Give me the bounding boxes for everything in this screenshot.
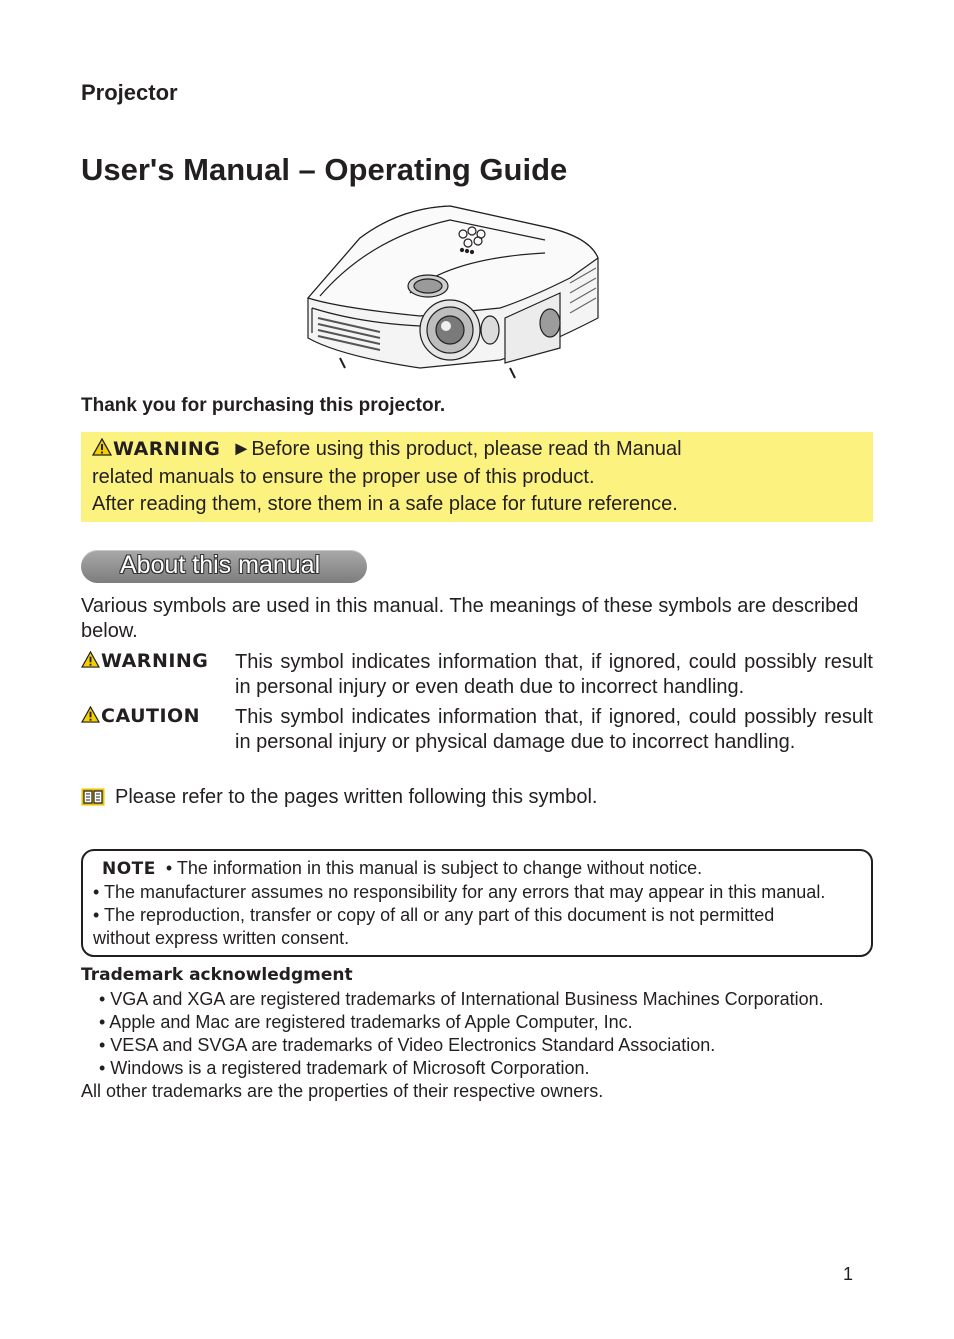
warning-text-1: ►Before using this product, please read th Manual — [231, 438, 682, 460]
projector-illustration — [300, 198, 605, 388]
symbol-desc-caution: This symbol indicates information that, if ignored, could possibly result in personal injury or physical damage due to incorrect handling. — [235, 706, 873, 753]
page-title: User's Manual – Operating Guide — [81, 152, 568, 187]
document-category: Projector — [81, 80, 178, 105]
warning-signal-word: WARNING — [113, 438, 221, 460]
note-line-1 — [102, 858, 702, 879]
warning-box-line-3: After reading them, store them in a safe place for future reference. — [92, 493, 678, 515]
reference-note — [81, 786, 597, 809]
trademark-item: • VGA and XGA are registered trademarks of International Business Machines Corporation. — [99, 989, 824, 1009]
section-intro: Various symbols are used in this manual. The meanings of these symbols are described below. — [81, 595, 859, 642]
symbol-desc-warning: This symbol indicates information that, if ignored, could possibly result in personal injury or even death due to incorrect handling. — [235, 651, 873, 698]
warning-triangle-icon — [92, 438, 112, 456]
warning-box — [81, 432, 873, 522]
note-text-1: • The information in this manual is subject to change without notice. — [165, 858, 703, 878]
section-heading — [81, 550, 367, 583]
page-number: 1 — [843, 1264, 854, 1284]
trademark-item: • Windows is a registered trademark of Microsoft Corporation. — [99, 1058, 590, 1078]
note-label: NOTE — [102, 859, 156, 879]
trademark-heading: Trademark acknowledgment — [81, 965, 353, 985]
reference-note-text: Please refer to the pages written following this symbol. — [115, 786, 598, 808]
thanks-line: Thank you for purchasing this projector. — [81, 395, 446, 416]
trademark-item: • VESA and SVGA are trademarks of Video Electronics Standard Association. — [99, 1035, 716, 1055]
symbol-label-warning — [81, 650, 208, 673]
note-box — [81, 849, 873, 957]
symbol-label-caution-text: CAUTION — [101, 705, 201, 727]
section-heading-text: About this manual — [120, 551, 321, 579]
symbol-label-caution — [81, 705, 200, 728]
trademark-footer: All other trademarks are the properties of their respective owners. — [81, 1081, 604, 1101]
caution-triangle-icon — [81, 706, 100, 723]
symbol-label-warning-text: WARNING — [101, 650, 209, 672]
warning-triangle-icon — [81, 651, 100, 668]
warning-box-line-2: related manuals to ensure the proper use of this product. — [92, 466, 595, 488]
note-line-4: without express written consent. — [93, 928, 350, 948]
note-line-3: • The reproduction, transfer or copy of all or any part of this document is not permitted — [93, 905, 775, 925]
warning-box-line-1 — [92, 438, 682, 461]
book-icon — [81, 788, 105, 806]
note-line-2: • The manufacturer assumes no responsibility for any errors that may appear in this manual. — [93, 882, 826, 902]
trademark-item: • Apple and Mac are registered trademarks of Apple Computer, Inc. — [99, 1012, 633, 1032]
